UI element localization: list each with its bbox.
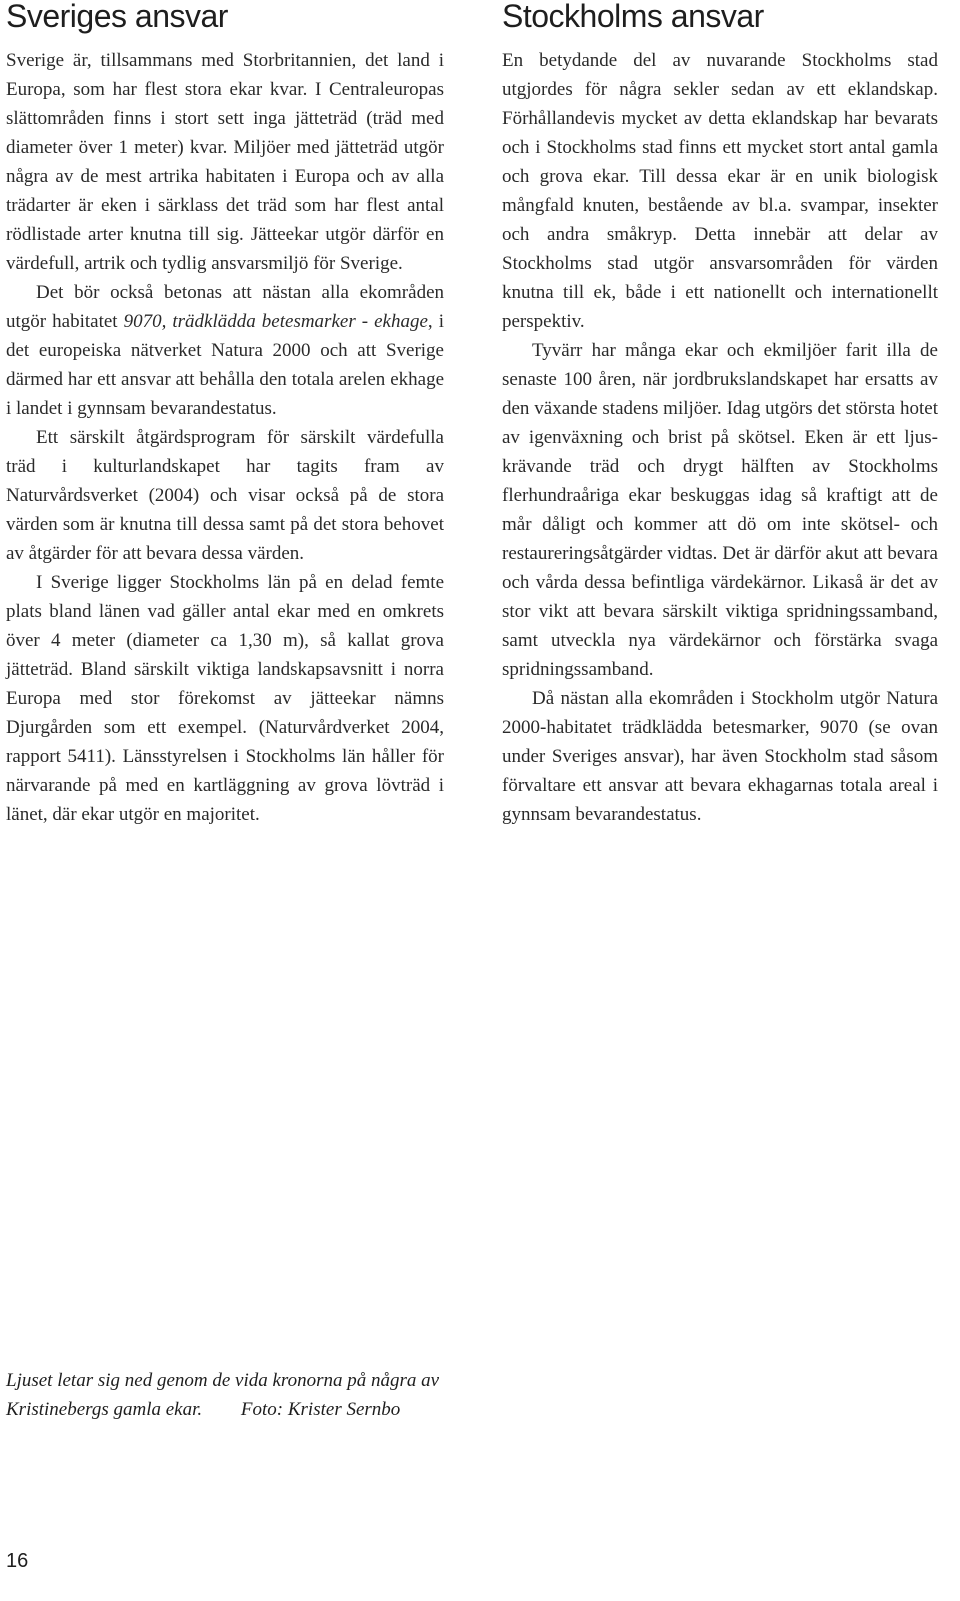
paragraph-text: Det bör också betonas att nästan alla ekområden utgör habitatet (6, 282, 444, 332)
caption-text: Ljuset letar sig ned genom de vida kronorna på några av Kristinebergs gamla ekar. (6, 1370, 440, 1420)
paragraph-text: Tyvärr har många ekar och ekmiljöer farit illa de senaste 100 åren, när jordbrukslandskapet har ersatts av den växande stadens miljöer. Idag utgörs det största hotet av igenväxning och brist på skötsel. Eken är ett ljuskrävande träd och drygt hälften av Stockholms flerhundraåriga ekar beskuggas idag så kraftigt att de mår dåligt och kommer att dö om inte skötsel- och restaureringsåtgärder vidtas. Det är därför akut att bevara och vårda dessa befintliga värdekärnor. Likaså är det av stor vikt att bevara särskilt viktiga spridningssamband, samt utveckla nya värdekärnor och förstärka svaga spridningssamband. (502, 340, 938, 680)
photo-caption (6, 1366, 466, 1424)
section-heading-sveriges-ansvar: Sveriges ansvar (6, 0, 228, 34)
right-column-body (502, 46, 938, 829)
left-column (6, 0, 444, 829)
body-paragraph (502, 684, 938, 829)
body-paragraph (6, 46, 444, 278)
left-column-body (6, 46, 444, 829)
right-column (502, 0, 938, 829)
paragraph-text: Ett särskilt åtgärdsprogram för särskilt värdefulla träd i kulturlandskapet har tagits fram av Naturvårdsverket (2004) och visar också på de stora värden som är knutna till dessa samt på det stora behovet av åtgärder för att bevara dessa värden. (6, 427, 444, 564)
paragraph-text: En betydande del av nuvarande Stockholms stad utgjordes för några sekler sedan av ett eklandskap. Förhållandevis mycket av detta eklandskap har bevarats och i Stockholms stad finns ett mycket stort antal gamla och grova ekar. Till dessa ekar är en unik biologisk mångfald knuten, bestående av bl.a. svampar, insekter och andra småkryp. Detta innebär att delar av Stockholms stad utgör ansvarsområden för värden knutna till ek, både i ett nationellt och internationellt perspektiv. (502, 50, 938, 332)
paragraph-text: Sverige är, tillsammans med Storbritannien, det land i Europa, som har flest stora ekar kvar. I Centraleuropas slättområden finns i stort sett inga jätteträd (träd med diameter över 1 meter) kvar. Miljöer med jätteträd utgör några av de mest artrika habitaten i Europa och av alla trädarter är eken i särklass det träd som har flest antal rödlistade arter knutna till sig. Jätteekar utgör därför en värdefull, artrik och tydlig ansvarsmiljö för Sverige. (6, 50, 444, 274)
italic-term: 9070, trädklädda betesmarker - ekhage (123, 311, 428, 332)
photo-credit: Foto: Krister Sernbo (240, 1399, 401, 1420)
body-paragraph (6, 423, 444, 568)
paragraph-text: Då nästan alla ekområden i Stockholm utgör Natura 2000-habitatet trädklädda betesmarker, 9070 (se ovan under Sveriges ansvar), har även Stockholm stad såsom förvaltare ett ansvar att bevara ekhagarnas totala areal i gynnsam bevarandestatus. (502, 688, 938, 825)
paragraph-text: , i det europeiska nätverket Natura 2000 och att Sverige därmed har ett ansvar att behålla den totala arelen ekhage i landet i gynnsam bevarandestatus. (6, 311, 444, 419)
body-paragraph (6, 278, 444, 423)
paragraph-text: I Sverige ligger Stockholms län på en delad femte plats bland länen vad gäller antal ekar med en omkrets över 4 meter (diameter ca 1,30 m), så kallat grova jätteträd. Bland särskilt viktiga landskapsavsnitt i norra Europa med stor förekomst av jätteekar nämns Djurgården som ett exempel. (Naturvårdverket 2004, rapport 5411). Länsstyrelsen i Stockholms län håller för närvarande på med en kartläggning av grova lövträd i länet, där ekar utgör en majoritet. (6, 572, 444, 825)
section-heading-stockholms-ansvar: Stockholms ansvar (502, 0, 764, 34)
body-paragraph (502, 46, 938, 336)
page-number: 16 (6, 1550, 29, 1572)
body-paragraph (502, 336, 938, 684)
body-paragraph (6, 568, 444, 829)
